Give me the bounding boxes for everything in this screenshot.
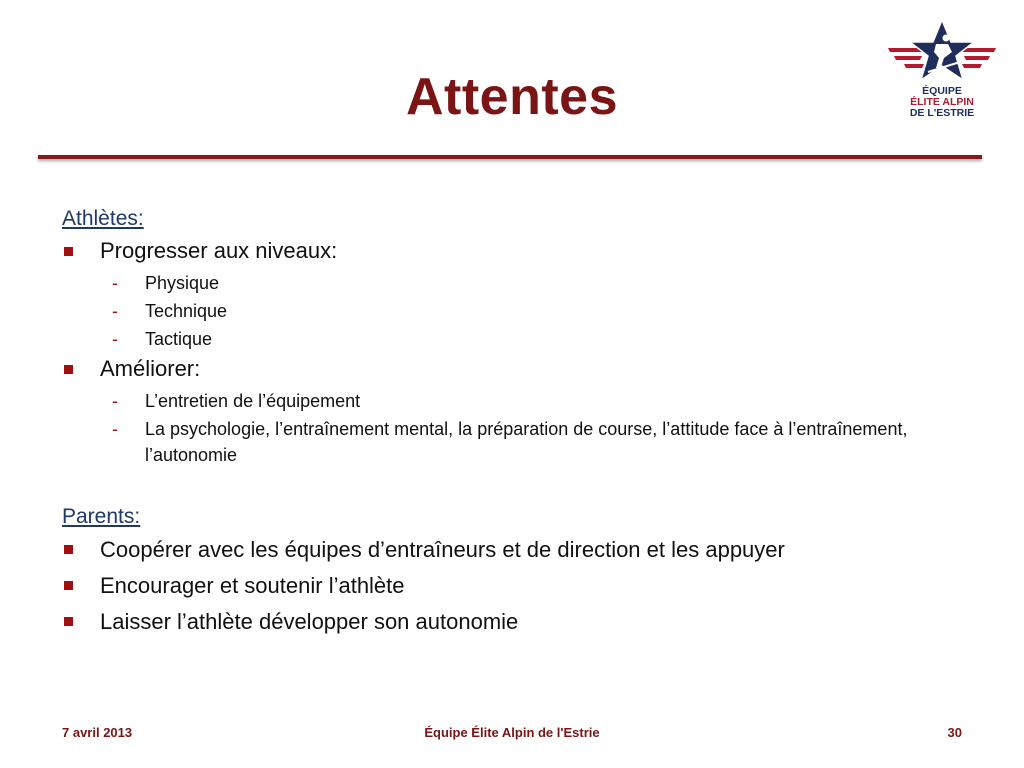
dash-bullet-icon: -: [112, 329, 118, 349]
slide-title: Attentes: [405, 68, 619, 126]
square-bullet-icon: [64, 617, 73, 626]
sub-list-item: [62, 388, 982, 414]
list-item: [62, 568, 982, 604]
sub-list-item-label: La psychologie, l’entraînement mental, la préparation de course, l’attitude face à l’entraînement, l’autonomie: [145, 419, 908, 465]
square-bullet-icon: [64, 365, 73, 374]
sub-list-item: [62, 326, 982, 352]
slide-body: [62, 204, 982, 640]
square-bullet-icon: [64, 247, 73, 256]
square-bullet-icon: [64, 545, 73, 554]
sub-list-item-label: Tactique: [145, 329, 213, 349]
logo-text-line3: DE L'ESTRIE: [909, 107, 975, 119]
dash-bullet-icon: -: [112, 391, 118, 411]
footer-title: Équipe Élite Alpin de l'Estrie: [424, 725, 600, 740]
logo-text-line1: ÉQUIPE: [922, 85, 962, 97]
sub-list-item: [62, 298, 982, 324]
list-item-label: Laisser l’athlète développer son autonomie: [100, 609, 519, 634]
list-item: [62, 532, 982, 568]
footer-date: 7 avril 2013: [62, 725, 133, 740]
star-skier-icon: [884, 18, 1000, 88]
dash-bullet-icon: -: [112, 273, 118, 293]
sub-list-item: [62, 270, 982, 296]
athletes-heading: Athlètes:: [62, 207, 144, 230]
sub-list-item-label: Technique: [145, 301, 228, 321]
parents-section: [62, 502, 982, 640]
sub-list-item-label: L’entretien de l’équipement: [145, 391, 361, 411]
sub-list-item: [62, 416, 982, 468]
dash-bullet-icon: -: [112, 301, 118, 321]
list-item: [62, 604, 982, 640]
footer-page-number: 30: [947, 725, 962, 740]
list-item: [62, 352, 982, 386]
list-item-label: Coopérer avec les équipes d’entraîneurs et de direction et les appuyer: [100, 537, 785, 562]
square-bullet-icon: [64, 581, 73, 590]
logo-text-line2: ÉLITE ALPIN: [910, 96, 974, 108]
list-item-label: Progresser aux niveaux:: [100, 238, 338, 263]
dash-bullet-icon: -: [112, 419, 118, 439]
sub-list-item-label: Physique: [145, 273, 220, 293]
parents-heading: Parents:: [62, 505, 141, 528]
list-item: [62, 234, 982, 268]
list-item-label: Améliorer:: [100, 356, 201, 381]
title-divider: [38, 155, 982, 159]
list-item-label: Encourager et soutenir l’athlète: [100, 573, 405, 598]
team-logo: [884, 18, 1000, 122]
